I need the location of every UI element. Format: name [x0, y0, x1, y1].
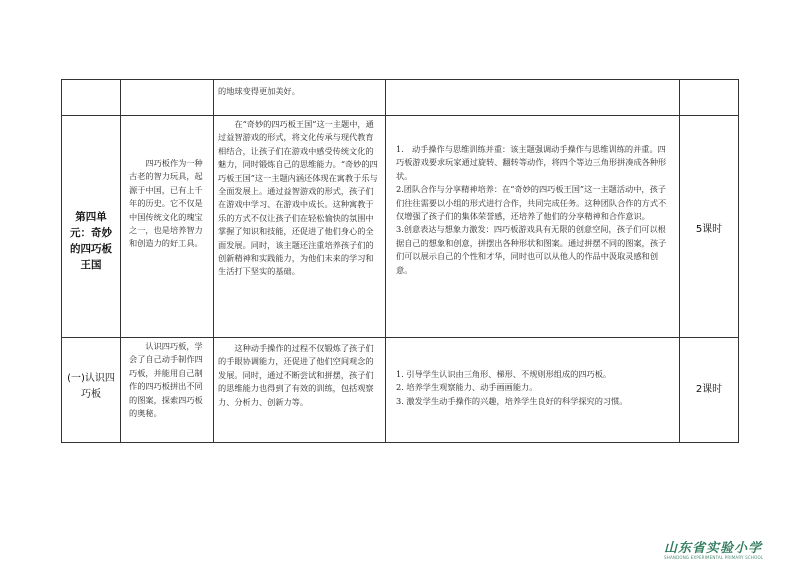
unit4-objective-2: 2.团队合作与分享精神培养：在“奇妙的四巧板王国”这一主题活动中，孩子们往往需要以小组的形式进行合作，共同完成任务。这种团队合作的方式不仅增强了孩子们的集体荣誉感，还培养了他们的分享精神和合作意识。: [396, 184, 667, 222]
unit4-hours: 5课时: [695, 224, 723, 235]
unit4-hours-cell: [680, 116, 739, 338]
unit4-objectives: [396, 143, 671, 277]
school-logo-english: SHANDONG EXPERIMENTAL PRIMARY SCHOOL: [664, 555, 764, 560]
lesson1-hours-cell: [680, 338, 739, 443]
unit4-objective-1: 1. 动手操作与思维训练并重：该主题强调动手操作与思维训练的并重。四巧板游戏要求玩家通过旋转、翻转等动作，将四个等边三角形拼凑成各种形状。: [396, 144, 667, 181]
unit4-content: 在“奇妙的四巧板王国”这一主题中，通过益智游戏的形式，将文化传承与现代教育相结合，让孩子们在游戏中感受传统文化的魅力，同时锻炼自己的思维能力。“奇妙的四巧板王国”这一主题内涵还体现在寓教于乐与全面发展上。通过益智游戏的形式，孩子们在游戏中学习、在游戏中成长。这种寓教于乐的方式不仅让孩子们在轻松愉快的氛围中掌握了知识和技能，还促进了他们身心的全面发展。同时，该主题还注重培养孩子们的创新精神和实践能力，为他们未来的学习和生活打下坚实的基础。: [218, 119, 378, 277]
lesson1-objectives: [396, 368, 671, 408]
lesson1-objective-2: 2. 培养学生观察能力、动手画画能力。: [396, 382, 538, 393]
table-row-unit4: [62, 116, 739, 338]
unit4-content-cell: [214, 116, 386, 338]
school-logo: [664, 537, 794, 560]
table-row-continuation: [62, 80, 739, 116]
lesson1-objective-3: 3. 激发学生动手操作的兴趣，培养学生良好的科学探究的习惯。: [396, 395, 628, 406]
lesson1-hours: 2课时: [695, 384, 723, 395]
lesson1-objective-1: 1. 引导学生认识由三角形、梯形、不规则形组成的四巧板。: [396, 369, 612, 379]
lesson1-title-cell: [62, 338, 121, 443]
lesson1-content: 这种动手操作的过程不仅锻炼了孩子们的手眼协调能力，还促进了他们空间观念的发展。同时，通过不断尝试和拼摆，孩子们的思维能力也得到了有效的训练，包括观察力、分析力、创新力等。: [218, 343, 374, 407]
school-logo-name: 山东省实验小学: [664, 541, 763, 556]
lesson1-intro-cell: [121, 338, 214, 443]
unit4-intro: 四巧板作为一种古老的智力玩具，起源于中国，已有上千年的历史。它不仅是中国传统文化的瑰宝之一，也是培养智力和创造力的好工具。: [129, 158, 203, 249]
intro-cell: [121, 80, 214, 116]
table-row-lesson1: [62, 338, 739, 443]
unit4-title: 第四单元：奇妙的四巧板王国: [70, 211, 112, 271]
unit4-intro-cell: [121, 116, 214, 338]
objectives-cell: [386, 80, 680, 116]
lesson1-content-cell: [214, 338, 386, 443]
title-cell: [62, 80, 121, 116]
content-cell: [214, 80, 386, 116]
lesson1-intro: 认识四巧板，学会了自己动手制作四巧板，并能用自己制作的四巧板拼出不同的图案，探索四巧板的奥秘。: [129, 341, 203, 419]
curriculum-table: [61, 79, 739, 443]
content-tail-text: 的地球变得更加美好。: [218, 86, 300, 96]
lesson1-title: (一)认识四巧板: [67, 373, 115, 400]
hours-cell: [680, 80, 739, 116]
unit4-objectives-cell: [386, 116, 680, 338]
lesson1-objectives-cell: [386, 338, 680, 443]
unit4-title-cell: [62, 116, 121, 338]
unit4-objective-3: 3.创意表达与想象力激发：四巧板游戏具有无限的创意空间，孩子们可以根据自己的想象和创意，拼摆出各种形状和图案。通过拼摆不同的图案，孩子们可以展示自己的个性和才华，同时也可以从他人的作品中汲取灵感和创意。: [396, 224, 667, 275]
